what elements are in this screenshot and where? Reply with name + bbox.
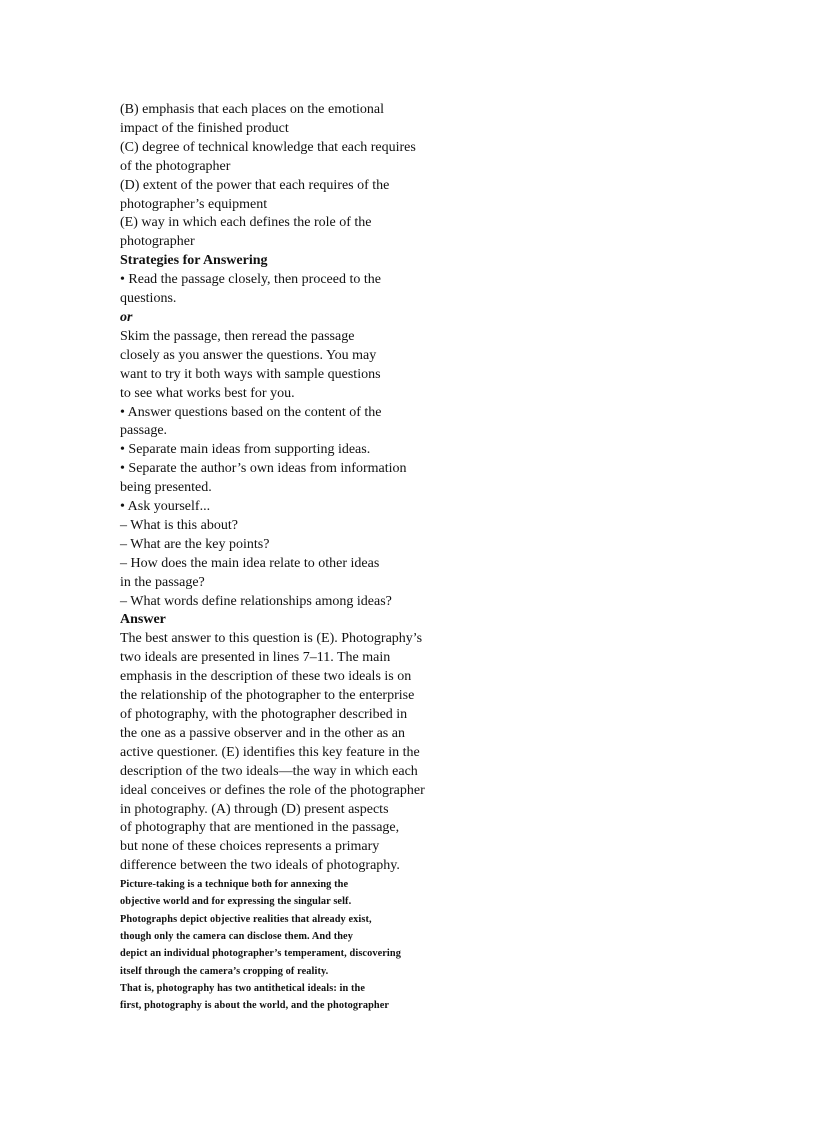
passage-line: depict an individual photographer’s temperament, discovering (120, 948, 401, 960)
answer-line: the one as a passive observer and in the other as an (120, 725, 405, 741)
or-label: or (120, 309, 133, 325)
answer-line: the relationship of the photographer to the enterprise (120, 688, 415, 704)
answer-line: ideal conceives or defines the role of the photographer (120, 782, 425, 798)
strategy-line: being presented. (120, 480, 212, 496)
strategies-section (120, 252, 460, 611)
strategy-line: • Separate main ideas from supporting ideas. (120, 442, 371, 458)
passage-line: objective world and for expressing the singular self. (120, 896, 352, 908)
strategy-line: • Separate the author’s own ideas from information (120, 461, 407, 477)
passage-line: first, photography is about the world, and the photographer (120, 1000, 390, 1012)
choice-line: of the photographer (120, 158, 231, 174)
strategy-line: • Read the passage closely, then proceed to the (120, 272, 381, 288)
passage-line: Picture-taking is a technique both for annexing the (120, 879, 349, 891)
answer-line: active questioner. (E) identifies this key feature in the (120, 744, 420, 760)
answer-section (120, 611, 460, 876)
answer-line: difference between the two ideals of photography. (120, 858, 400, 874)
strategy-line: – What words define relationships among ideas? (120, 593, 392, 609)
strategy-line: in the passage? (120, 574, 205, 590)
answer-heading: Answer (120, 612, 166, 628)
strategy-line: – How does the main idea relate to other ideas (120, 555, 380, 571)
strategy-line: • Ask yourself... (120, 499, 211, 515)
strategy-line: questions. (120, 291, 177, 307)
strategy-line: closely as you answer the questions. You may (120, 347, 377, 363)
answer-line: description of the two ideals—the way in which each (120, 763, 418, 779)
choice-line: photographer (120, 234, 195, 250)
choice-line: (B) emphasis that each places on the emotional (120, 102, 384, 117)
answer-line: emphasis in the description of these two ideals is on (120, 669, 412, 685)
strategies-heading: Strategies for Answering (120, 253, 268, 269)
strategy-line: Skim the passage, then reread the passage (120, 328, 355, 344)
answer-line: but none of these choices represents a primary (120, 839, 380, 855)
answer-choices (120, 101, 460, 252)
passage-line: That is, photography has two antithetical ideals: in the (120, 982, 366, 994)
choice-line: photographer’s equipment (120, 196, 268, 212)
strategy-line: passage. (120, 423, 168, 439)
answer-line: two ideals are presented in lines 7–11. The main (120, 650, 391, 666)
choice-line: (C) degree of technical knowledge that each requires (120, 139, 416, 155)
answer-line: The best answer to this question is (E). Photography’s (120, 631, 423, 647)
passage-line: though only the camera can disclose them. And they (120, 931, 353, 943)
passage-excerpt (120, 876, 460, 1014)
answer-line: in photography. (A) through (D) present aspects (120, 801, 389, 817)
choice-line: impact of the finished product (120, 120, 289, 136)
answer-line: of photography, with the photographer described in (120, 707, 408, 722)
choice-line: (E) way in which each defines the role of the (120, 215, 372, 231)
choice-line: (D) extent of the power that each requires of the (120, 177, 390, 193)
strategy-line: want to try it both ways with sample questions (120, 366, 381, 382)
passage-line: Photographs depict objective realities that already exist, (120, 913, 372, 925)
strategy-line: to see what works best for you. (120, 385, 295, 401)
strategy-line: – What are the key points? (120, 536, 270, 552)
strategy-line: • Answer questions based on the content of the (120, 404, 382, 420)
document-page (120, 100, 460, 1015)
answer-line: of photography that are mentioned in the passage, (120, 820, 400, 836)
passage-line: itself through the camera’s cropping of reality. (120, 965, 329, 977)
strategy-line: – What is this about? (120, 517, 238, 533)
